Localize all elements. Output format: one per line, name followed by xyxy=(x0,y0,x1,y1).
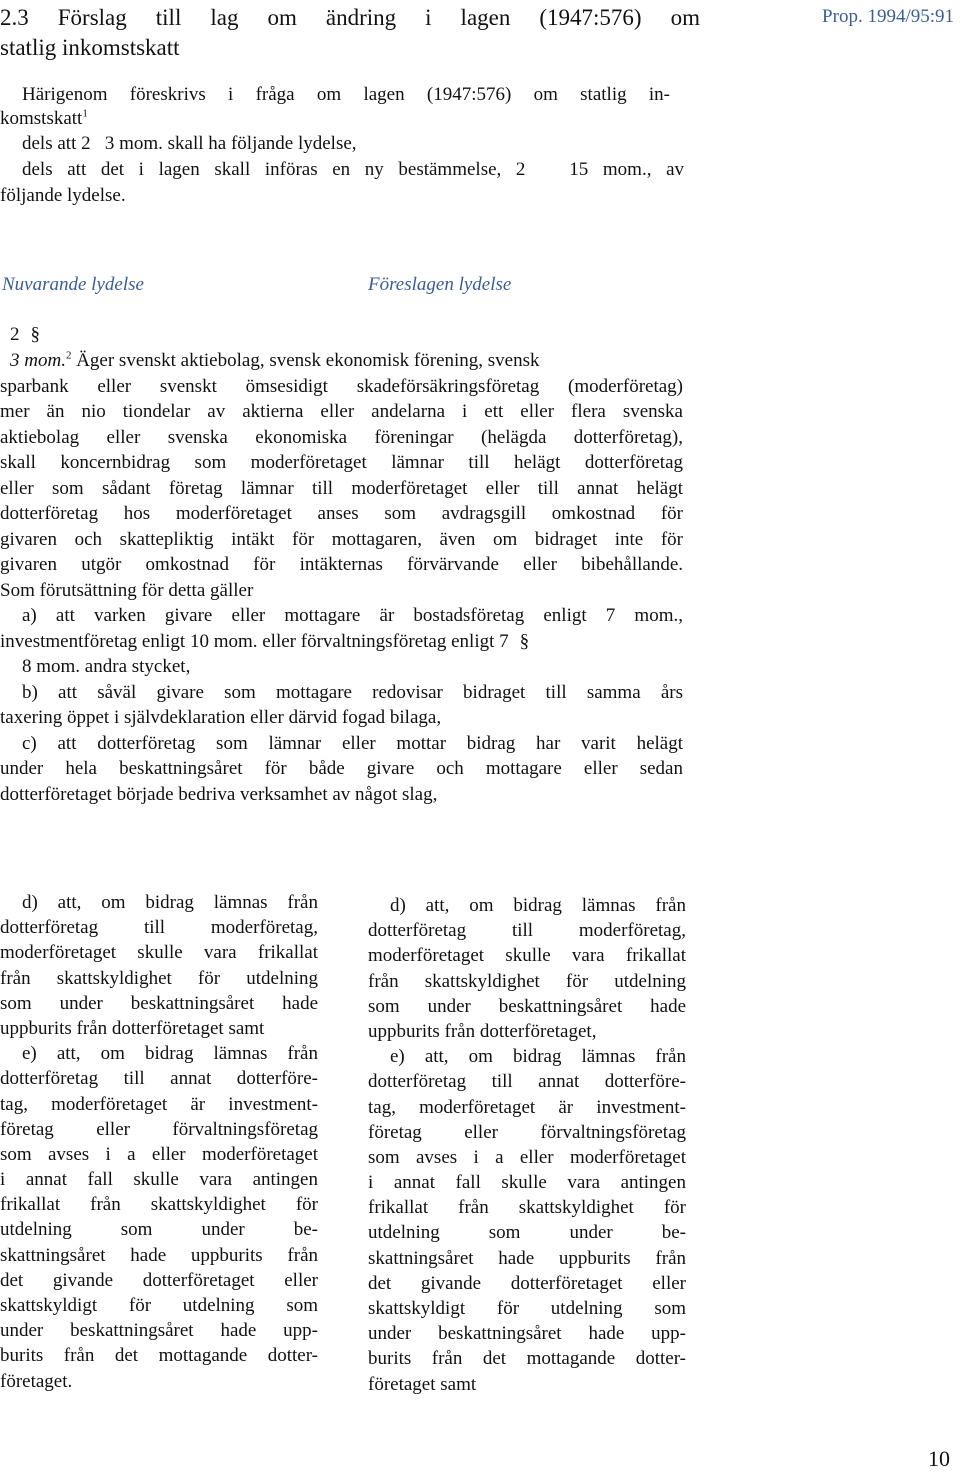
condition-c-line-3: dotterföretaget började bedriva verksamhet av något slag, xyxy=(0,783,438,805)
proposed-line: frikallat från skattskyldighet för xyxy=(368,1197,686,1219)
proposed-line: företag eller förvaltningsföretag xyxy=(368,1121,686,1143)
current-line: dotterföretag till annat dotterföre- xyxy=(0,1068,318,1090)
current-line: d) att, om bidrag lämnas från xyxy=(22,892,318,913)
current-line: e) att, om bidrag lämnas från xyxy=(22,1043,318,1065)
section-sign-icon: § xyxy=(519,630,530,652)
condition-c-line-2: under hela beskattningsåret för både givare och mottagare eller sedan xyxy=(0,758,683,779)
heading-proposed-wording: Föreslagen lydelse xyxy=(368,274,512,295)
section-number-value: 2 xyxy=(10,324,20,345)
proposed-line: under beskattningsåret hade upp- xyxy=(368,1323,686,1345)
proposed-line: uppburits från dotterföretaget, xyxy=(368,1020,597,1042)
current-line: moderföretaget skulle vara frikallat xyxy=(0,942,318,964)
current-line: som avses i a eller moderföretaget xyxy=(0,1143,318,1165)
section-line: givaren och skattepliktig intäkt för mottagaren, även om bidraget inte för xyxy=(0,528,683,550)
proposed-line: utdelning som under be- xyxy=(368,1222,686,1244)
current-line: företag eller förvaltningsföretag xyxy=(0,1118,318,1140)
current-line: företaget. xyxy=(0,1370,73,1392)
current-line: uppburits från dotterföretaget samt xyxy=(0,1017,265,1039)
page-title-line2: statlig inkomstskatt xyxy=(0,35,180,60)
mom-label: 3 mom. xyxy=(10,350,66,371)
current-wording-column xyxy=(0,890,318,1394)
condition-b-line-2: taxering öppet i självdeklaration eller därvid fogad bilaga, xyxy=(0,707,442,728)
section-line: Som förutsättning för detta gäller xyxy=(0,579,254,601)
intro-line-1: Härigenom föreskrivs i fråga om lagen (1947:576) om statlig in- xyxy=(22,84,670,105)
intro-line-5: följande lydelse. xyxy=(0,185,126,206)
condition-a-line-1: a) att varken givare eller mottagare är bostadsföretag enligt 7 mom., xyxy=(22,605,683,626)
proposed-line: från skattskyldighet för utdelning xyxy=(368,970,686,992)
intro-line-4: dels att det i lagen skall införas en ny bestämmelse, 2 15 mom., av xyxy=(22,159,684,180)
current-line: skattskyldigt för utdelning som xyxy=(0,1295,318,1316)
section-first-line-text: Äger svenskt aktiebolag, svensk ekonomisk förening, svensk xyxy=(76,350,540,371)
section-line: eller som sådant företag lämnar till moderföretaget eller till annat helägt xyxy=(0,477,683,499)
proposed-line: tag, moderföretaget är investment- xyxy=(368,1096,686,1118)
section-line: aktiebolag eller svenska ekonomiska föreningar (helägda dotterföretag), xyxy=(0,426,683,448)
condition-a-line-3: 8 mom. andra stycket, xyxy=(22,656,191,677)
section-line: givaren utgör omkostnad för intäkternas förvärvande eller bibehållande. xyxy=(0,554,683,575)
current-line: som under beskattningsåret hade xyxy=(0,992,318,1014)
intro-line-3: dels att 2 3 mom. skall ha följande lydelse, xyxy=(22,133,357,154)
page-title: 2.3 Förslag till lag om ändring i lagen (1947:576) om xyxy=(0,5,700,30)
proposed-line: företaget samt xyxy=(368,1373,477,1395)
proposed-line: skattskyldigt för utdelning som xyxy=(368,1298,686,1319)
current-line: dotterföretag till moderföretag, xyxy=(0,917,318,939)
intro-line-2-text: komstskatt xyxy=(0,108,83,129)
section-line: sparbank eller svenskt ömsesidigt skadeförsäkringsföretag (moderföretag) xyxy=(0,375,683,397)
proposed-line: skattningsåret hade uppburits från xyxy=(368,1247,686,1269)
proposed-line: dotterföretag till moderföretag, xyxy=(368,920,686,942)
section-line: mer än nio tiondelar av aktierna eller andelarna i ett eller flera svenska xyxy=(0,401,683,422)
current-line: skattningsåret hade uppburits från xyxy=(0,1244,318,1266)
current-line: utdelning som under be- xyxy=(0,1219,318,1241)
footnote-ref-2: 2 xyxy=(65,349,72,362)
current-line: från skattskyldighet för utdelning xyxy=(0,967,318,989)
proposition-reference: Prop. 1994/95:91 xyxy=(822,6,954,27)
current-line: i annat fall skulle vara antingen xyxy=(0,1169,318,1191)
section-body xyxy=(0,348,683,807)
section-number xyxy=(10,322,46,348)
proposed-line: det givande dotterföretaget eller xyxy=(368,1272,686,1294)
condition-b-line-1: b) att såväl givare som mottagare redovisar bidraget till samma års xyxy=(22,681,683,703)
section-first-line xyxy=(0,348,683,374)
condition-c-line-1: c) att dotterföretag som lämnar eller mottar bidrag har varit helägt xyxy=(22,732,683,754)
current-line: burits från det mottagande dotter- xyxy=(0,1345,318,1367)
condition-a-line-2 xyxy=(0,629,683,655)
page-number: 10 xyxy=(928,1446,950,1471)
proposed-line: burits från det mottagande dotter- xyxy=(368,1348,686,1370)
proposed-line: dotterföretag till annat dotterföre- xyxy=(368,1071,686,1093)
intro-paragraph xyxy=(22,82,670,108)
heading-current-wording: Nuvarande lydelse xyxy=(2,274,144,295)
current-line: tag, moderföretaget är investment- xyxy=(0,1093,318,1115)
section-line: skall koncernbidrag som moderföretaget lämnar till helägt dotterföretag xyxy=(0,452,683,473)
proposed-wording-column xyxy=(368,893,686,1397)
current-line: det givande dotterföretaget eller xyxy=(0,1269,318,1291)
intro-line-2 xyxy=(0,106,88,132)
section-line: dotterföretag hos moderföretaget anses som avdragsgill omkostnad för xyxy=(0,503,683,524)
proposed-line: d) att, om bidrag lämnas från xyxy=(390,895,686,916)
section-sign-icon: § xyxy=(30,324,40,345)
proposed-line: i annat fall skulle vara antingen xyxy=(368,1172,686,1194)
current-line: under beskattningsåret hade upp- xyxy=(0,1320,318,1342)
proposed-line: som avses i a eller moderföretaget xyxy=(368,1146,686,1168)
footnote-ref-1: 1 xyxy=(82,107,88,120)
current-line: frikallat från skattskyldighet för xyxy=(0,1194,318,1216)
proposed-line: moderföretaget skulle vara frikallat xyxy=(368,945,686,967)
proposed-line: som under beskattningsåret hade xyxy=(368,995,686,1017)
condition-a-line-2-text: investmentföretag enligt 10 mom. eller förvaltningsföretag enligt 7 xyxy=(0,630,509,652)
proposed-line: e) att, om bidrag lämnas från xyxy=(390,1046,686,1068)
